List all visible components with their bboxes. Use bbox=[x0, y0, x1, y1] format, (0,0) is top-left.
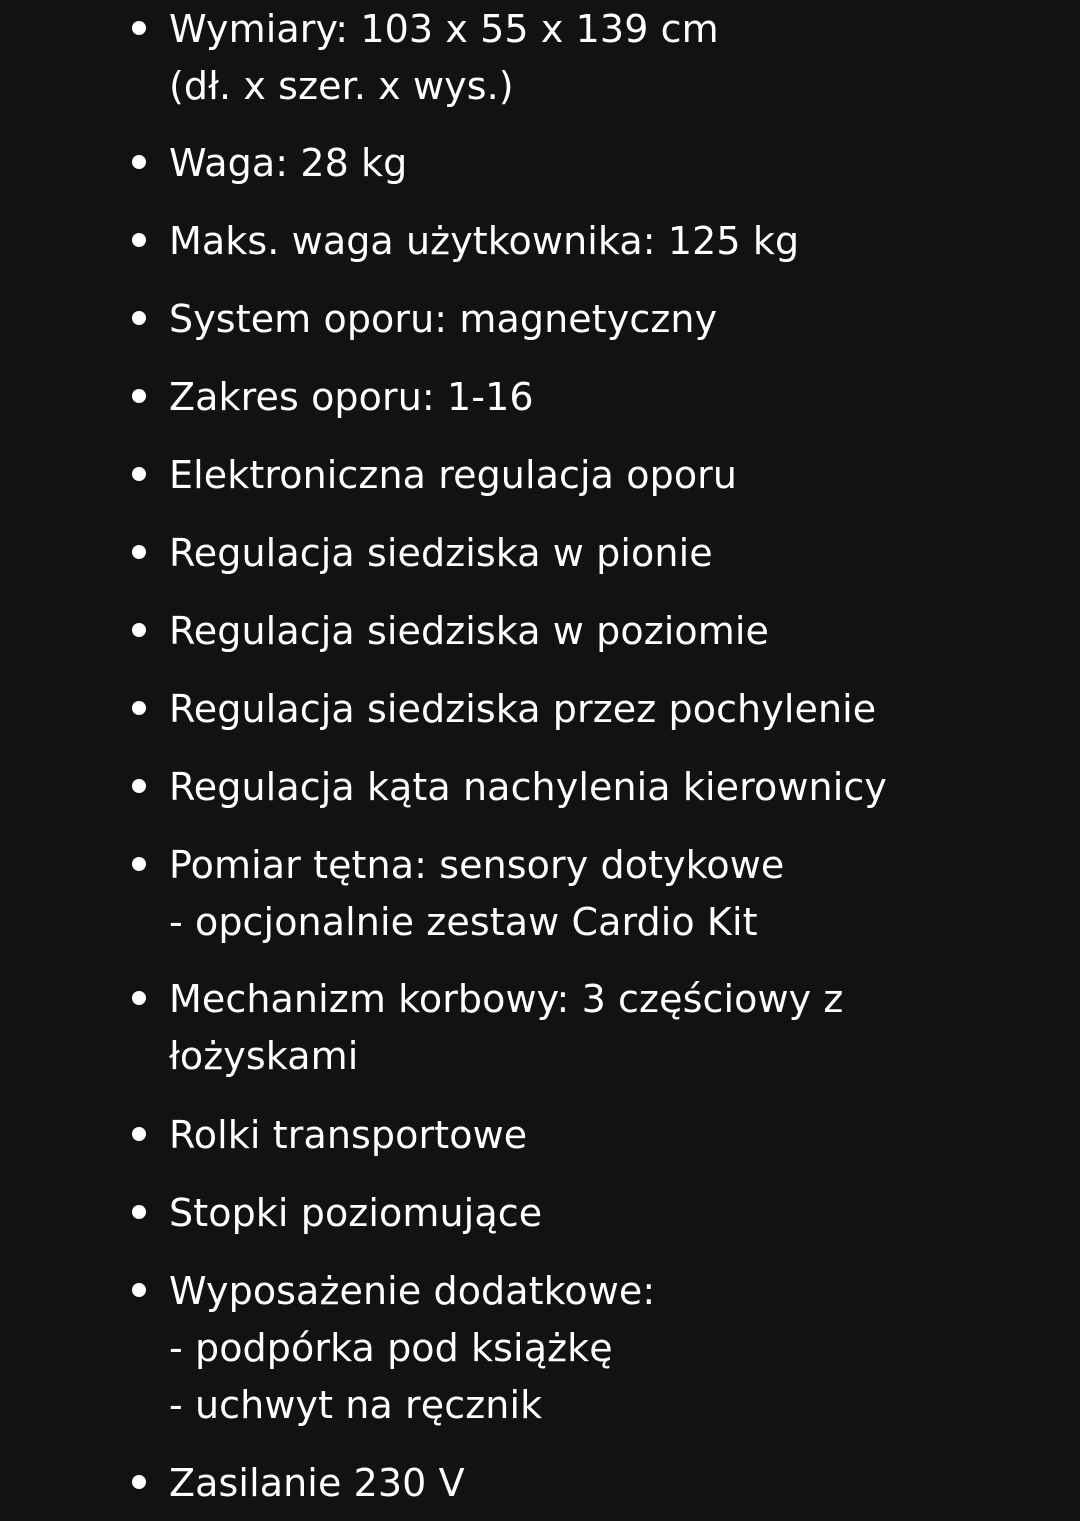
spec-text-line: Maks. waga użytkownika: 125 kg bbox=[169, 219, 800, 263]
bullet-icon bbox=[132, 467, 146, 481]
bullet-icon bbox=[132, 389, 146, 403]
spec-text-line: Pomiar tętna: sensory dotykowe bbox=[169, 843, 785, 887]
spec-text-line: Wyposażenie dodatkowe: bbox=[169, 1269, 656, 1313]
spec-text-line: - opcjonalnie zestaw Cardio Kit bbox=[169, 900, 758, 944]
spec-text-line: (dł. x szer. x wys.) bbox=[169, 64, 514, 108]
spec-text-line: Stopki poziomujące bbox=[169, 1191, 543, 1235]
spec-text-line: Regulacja siedziska przez pochylenie bbox=[169, 687, 877, 731]
bullet-icon bbox=[132, 857, 146, 871]
bullet-icon bbox=[132, 155, 146, 169]
bullet-icon bbox=[132, 623, 146, 637]
spec-text-line: Regulacja siedziska w poziomie bbox=[169, 609, 770, 653]
bullet-icon bbox=[132, 1205, 146, 1219]
bullet-icon bbox=[132, 1283, 146, 1297]
spec-text-line: Regulacja siedziska w pionie bbox=[169, 531, 713, 575]
spec-text-line: System oporu: magnetyczny bbox=[169, 297, 718, 341]
spec-text-line: Zakres oporu: 1-16 bbox=[169, 375, 534, 419]
spec-text-line: - podpórka pod książkę bbox=[169, 1326, 613, 1370]
spec-text-line: Mechanizm korbowy: 3 częściowy z bbox=[169, 977, 844, 1021]
bullet-icon bbox=[132, 1127, 146, 1141]
bullet-icon bbox=[132, 991, 146, 1005]
spec-text-line: Regulacja kąta nachylenia kierownicy bbox=[169, 765, 887, 809]
spec-text-line: łożyskami bbox=[169, 1034, 359, 1078]
bullet-icon bbox=[132, 233, 146, 247]
spec-text-line: Wymiary: 103 x 55 x 139 cm bbox=[169, 7, 719, 51]
bullet-icon bbox=[132, 21, 146, 35]
spec-text-line: Zasilanie 230 V bbox=[169, 1461, 465, 1505]
bullet-icon bbox=[132, 701, 146, 715]
spec-text-line: Elektroniczna regulacja oporu bbox=[169, 453, 738, 497]
bullet-icon bbox=[132, 545, 146, 559]
bullet-icon bbox=[132, 779, 146, 793]
spec-text-line: Waga: 28 kg bbox=[169, 141, 408, 185]
spec-text-line: - uchwyt na ręcznik bbox=[169, 1383, 543, 1427]
bullet-icon bbox=[132, 1475, 146, 1489]
spec-text-line: Rolki transportowe bbox=[169, 1113, 528, 1157]
bullet-icon bbox=[132, 311, 146, 325]
